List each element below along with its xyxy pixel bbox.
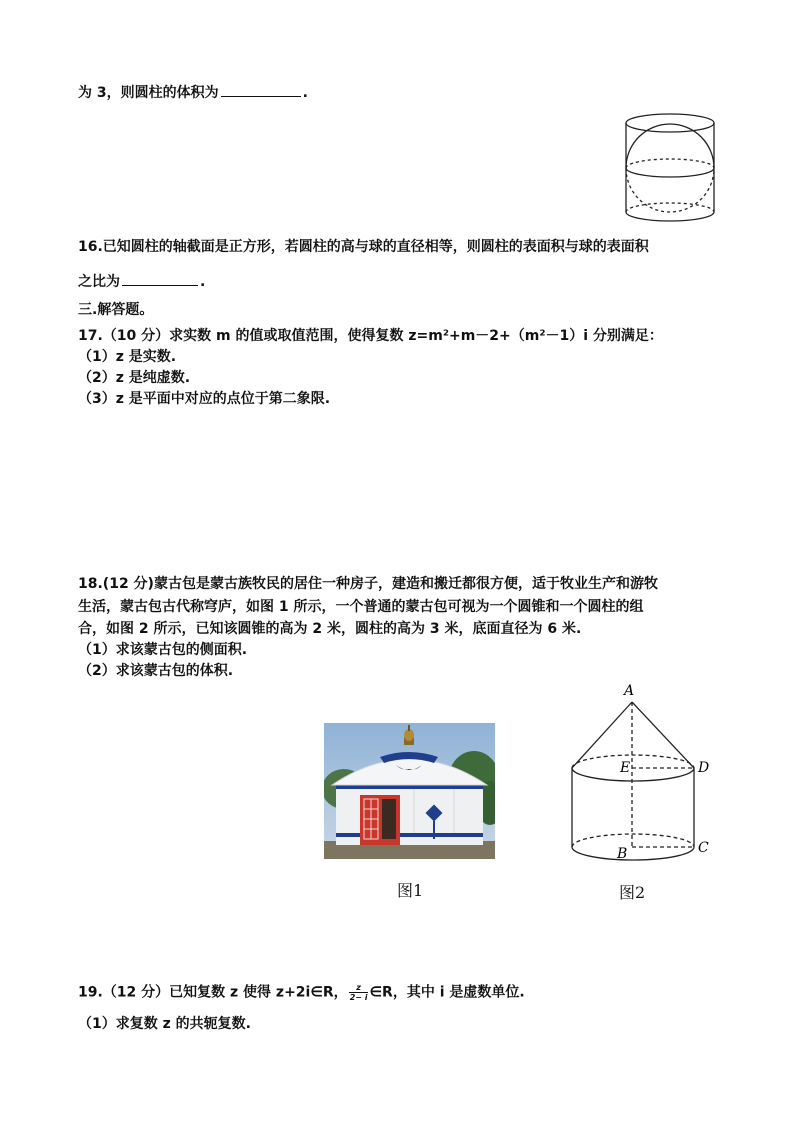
q16-end: . — [200, 274, 206, 290]
label-E: E — [620, 760, 631, 776]
cylinder-bottom-back — [626, 203, 714, 212]
cylinder-top-back — [572, 755, 694, 768]
label-A: A — [624, 683, 635, 699]
q16-answer-blank — [122, 271, 198, 286]
q19-frac-denominator: 2− i — [349, 993, 368, 1002]
label-B: B — [617, 846, 628, 862]
label-D: D — [698, 760, 710, 776]
q19-stem — [78, 983, 525, 1002]
cylinder-bottom-front — [572, 847, 694, 860]
q15-end: . — [302, 85, 308, 101]
q15-answer-blank — [221, 82, 301, 97]
cylinder-sphere-figure — [622, 108, 718, 228]
q18-part1: （1）求该蒙古包的侧面积. — [78, 642, 248, 658]
section-3-heading: 三.解答题。 — [78, 302, 154, 318]
q18-line3: 合，如图 2 所示，已知该圆锥的高为 2 米，圆柱的高为 3 米，底面直径为 6 米. — [78, 621, 582, 637]
q17-part1: （1）z 是实数. — [78, 349, 177, 365]
figure-2-caption: 图2 — [619, 883, 646, 902]
q18-line2: 生活，蒙古包古代称穹庐，如图 1 所示，一个普通的蒙古包可视为一个圆锥和一个圆柱的组 — [78, 599, 644, 615]
q19-stem-b: ∈R，其中 i 是虚数单位. — [369, 984, 525, 1001]
yurt-photo — [324, 723, 495, 859]
label-C: C — [698, 840, 709, 856]
sphere-upper-arc — [626, 124, 714, 168]
q17-stem: 17.（10 分）求实数 m 的值或取值范围，使得复数 z=m²+m－2+（m²－1）i 分别满足： — [78, 328, 663, 344]
q19-part1: （1）求复数 z 的共轭复数. — [78, 1016, 251, 1032]
q18-line1: 18.(12 分)蒙古包是蒙古族牧民的居住一种房子，建造和搬迁都很方便，适于牧业生产和游牧 — [78, 576, 658, 592]
cylinder-bottom-front — [626, 212, 714, 221]
q19-frac-numerator: z — [356, 983, 361, 992]
q16-line2-text: 之比为 — [78, 274, 120, 290]
cylinder-top-front — [572, 768, 694, 781]
q17-part2: （2）z 是纯虚数. — [78, 370, 191, 386]
cone-left-edge — [572, 702, 632, 768]
cylinder-top-ellipse — [626, 114, 714, 132]
q17-part3: （3）z 是平面中对应的点位于第二象限. — [78, 391, 331, 407]
figure-1-caption: 图1 — [397, 881, 424, 900]
q16-line2 — [78, 271, 205, 291]
sphere-equator-front — [626, 168, 714, 177]
sphere-equator-back — [626, 159, 714, 168]
q15-text: 为 3，则圆柱的体积为 — [78, 85, 219, 101]
q16-line1: 16.已知圆柱的轴截面是正方形，若圆柱的高与球的直径相等，则圆柱的表面积与球的表面积 — [78, 239, 649, 255]
yurt-geometry-figure — [560, 680, 720, 880]
cone-right-edge — [632, 702, 694, 768]
q15-answer-line — [78, 82, 308, 102]
q19-fraction — [349, 983, 369, 1002]
q19-stem-a: 19.（12 分）已知复数 z 使得 z+2i∈R， — [78, 984, 348, 1001]
q18-part2: （2）求该蒙古包的体积. — [78, 663, 234, 679]
cylinder-bottom-back — [572, 834, 694, 847]
